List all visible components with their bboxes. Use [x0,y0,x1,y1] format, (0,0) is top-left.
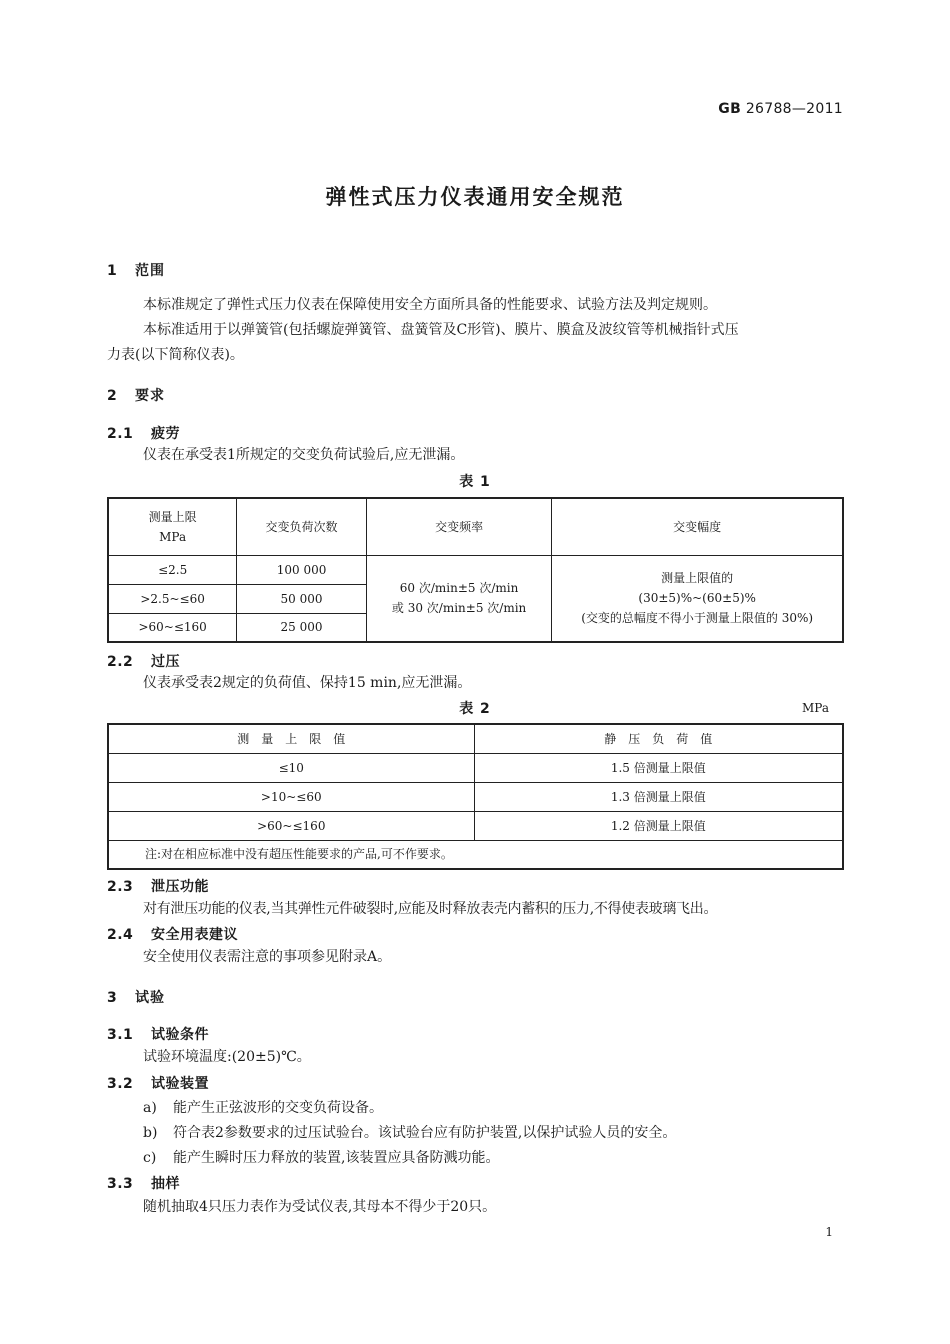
cell-range: ≤2.5 [108,555,237,584]
section-3-1-text: 试验环境温度:(20±5)℃。 [143,1049,311,1065]
cell-range: >60~≤160 [108,811,474,840]
list-marker: c) [143,1150,157,1166]
cell-range: >2.5~≤60 [108,584,237,613]
header-cell-amplitude: 交变幅度 [552,498,843,555]
section-number: 1 [107,263,118,279]
section-title: 疲劳 [151,426,180,442]
table-2 [107,723,844,870]
section-1-paragraph-1: 本标准规定了弹性式压力仪表在保障使用安全方面所具备的性能要求、试验方法及判定规则。 [143,297,717,313]
list-marker: a) [143,1100,157,1116]
section-title: 试验 [135,990,165,1006]
section-number: 3.1 [107,1027,134,1043]
standard-code: GB [718,101,742,117]
section-3-heading [107,987,165,1007]
table-note-row [108,840,843,869]
cell-range: >10~≤60 [108,782,474,811]
cell-load: 1.5 倍测量上限值 [474,753,843,782]
section-2-1-text: 仪表在承受表1所规定的交变负荷试验后,应无泄漏。 [143,447,465,463]
list-text: 能产生正弦波形的交变负荷设备。 [173,1100,383,1116]
page-number: 1 [825,1225,833,1239]
header-cell-load: 静 压 负 荷 值 [474,724,843,753]
cell-load: 1.2 倍测量上限值 [474,811,843,840]
section-title: 试验装置 [151,1076,209,1092]
section-title: 安全用表建议 [151,927,238,943]
table-row [108,782,843,811]
section-1-paragraph-2a: 本标准适用于以弹簧管(包括螺旋弹簧管、盘簧管及C形管)、膜片、膜盒及波纹管等机械指针式压 [143,322,739,338]
section-3-1-heading [107,1024,209,1044]
section-2-1-heading [107,423,180,443]
section-title: 抽样 [151,1176,180,1192]
section-2-3-heading [107,876,209,896]
table-row [108,555,843,584]
table-1 [107,497,844,643]
section-number: 3.2 [107,1076,134,1092]
cell-range: >60~≤160 [108,613,237,642]
section-title: 试验条件 [151,1027,209,1043]
cell-count: 50 000 [237,584,367,613]
cell-range: ≤10 [108,753,474,782]
cell-count: 25 000 [237,613,367,642]
section-1-heading [107,260,165,280]
list-item [143,1122,676,1142]
section-number: 2 [107,388,118,404]
header-cell-range: 测量上限 MPa [108,498,237,555]
section-3-3-text: 随机抽取4只压力表作为受试仪表,其母本不得少于20只。 [143,1199,497,1215]
list-text: 符合表2参数要求的过压试验台。该试验台应有防护装置,以保护试验人员的安全。 [173,1125,677,1141]
section-1-paragraph-2b: 力表(以下简称仪表)。 [107,347,244,363]
table-header-row [108,724,843,753]
section-2-heading [107,385,165,405]
section-title: 过压 [151,654,180,670]
section-number: 2.4 [107,927,134,943]
section-number: 3 [107,990,118,1006]
section-2-3-text: 对有泄压功能的仪表,当其弹性元件破裂时,应能及时释放表壳内蓄积的压力,不得使表玻璃飞出。 [143,901,718,917]
header-cell-frequency: 交变频率 [366,498,552,555]
list-item [143,1097,383,1117]
list-marker: b) [143,1125,158,1141]
section-number: 3.3 [107,1176,134,1192]
cell-load: 1.3 倍测量上限值 [474,782,843,811]
section-3-2-heading [107,1073,209,1093]
table-1-caption: 表 1 [459,474,491,490]
header-cell-range: 测 量 上 限 值 [108,724,474,753]
section-2-2-heading [107,651,180,671]
table-header-row [108,498,843,555]
list-text: 能产生瞬时压力释放的装置,该装置应具备防溅功能。 [173,1150,500,1166]
section-number: 2.1 [107,426,134,442]
cell-amplitude: 测量上限值的 (30±5)%~(60±5)% (交变的总幅度不得小于测量上限值的 30%) [552,555,843,642]
header-cell-count: 交变负荷次数 [237,498,367,555]
table-2-caption: 表 2 [459,701,491,717]
standard-year: 26788—2011 [745,101,843,117]
cell-count: 100 000 [237,555,367,584]
section-title: 范围 [135,263,165,279]
table-2-unit: MPa [802,701,829,715]
standard-number [718,101,843,117]
table-row [108,811,843,840]
section-2-2-text: 仪表承受表2规定的负荷值、保持15 min,应无泄漏。 [143,675,472,691]
section-2-4-text: 安全使用仪表需注意的事项参见附录A。 [143,949,392,965]
table-row [108,753,843,782]
table-note: 注:对在相应标准中没有超压性能要求的产品,可不作要求。 [108,840,843,869]
cell-frequency: 60 次/min±5 次/min 或 30 次/min±5 次/min [366,555,552,642]
section-title: 泄压功能 [151,879,209,895]
section-number: 2.2 [107,654,134,670]
section-title: 要求 [135,388,165,404]
section-number: 2.3 [107,879,134,895]
section-3-3-heading [107,1173,180,1193]
section-2-4-heading [107,924,238,944]
list-item [143,1147,499,1167]
page-title: 弹性式压力仪表通用安全规范 [325,185,625,209]
